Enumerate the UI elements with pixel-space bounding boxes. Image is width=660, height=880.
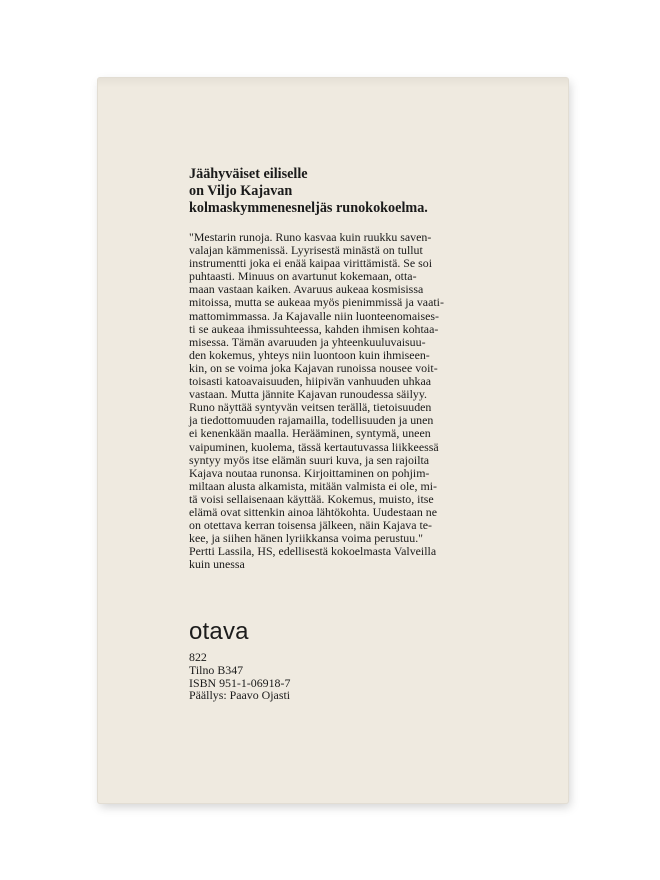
blurb-line: tä voisi sellaisenaan käyttää. Kokemus, muisto, itse xyxy=(189,491,434,506)
blurb-line: instrumentti joka ei enää kaipaa virittämistä. Se soi xyxy=(189,256,433,271)
cover-heading xyxy=(189,166,454,217)
isbn: ISBN 951-1-06918-7 xyxy=(189,675,291,690)
blurb-line: toisasti katoavaisuuden, hiipivän vanhuuden uhkaa xyxy=(189,374,432,389)
blurb-line: vastaan. Mutta jännite Kajavan runoudessa säilyy. xyxy=(189,387,427,402)
blurb-line: "Mestarin runoja. Runo kasvaa kuin ruukku saven- xyxy=(189,230,432,244)
blurb-line: valajan kämmenissä. Lyyrisestä minästä on tullut xyxy=(189,243,423,258)
otava-logo: otava xyxy=(189,618,249,645)
blurb-line: elämä ovat sittenkin ainoa lähtökohta. Uudestaan ne xyxy=(189,504,437,519)
blurb-line: syntyy myös itse elämän suuri kuva, ja sen rajoilta xyxy=(189,452,430,467)
blurb-attribution: Pertti Lassila, HS, edellisestä kokoelmasta Valveilla xyxy=(189,544,437,559)
blurb-line: kee, ja siihen hänen lyriikkansa voima perustuu." xyxy=(189,531,424,546)
text-column xyxy=(189,166,454,571)
blurb-attribution: kuin unessa xyxy=(189,557,245,572)
blurb-line: ei kenenkään maalla. Herääminen, syntymä, uneen xyxy=(189,426,431,441)
review-blurb xyxy=(189,231,454,571)
blurb-line: Kajava noutaa runonsa. Kirjoittaminen on pohjim- xyxy=(189,465,430,480)
blurb-line: on otettava kerran toisensa jälkeen, näin Kajava te- xyxy=(189,518,432,533)
publisher-block xyxy=(189,620,454,702)
blurb-line: vaipuminen, kuolema, tässä kertautuvassa liikkeessä xyxy=(189,439,439,454)
blurb-line: mitoissa, mutta se aukeaa myös pienimmissä ja vaati- xyxy=(189,295,444,310)
blurb-line: mattomimmassa. Ja Kajavalle niin luonteenomaises- xyxy=(189,308,439,323)
blurb-line: den kokemus, yhteys niin luontoon kuin ihmiseen- xyxy=(189,347,430,362)
blurb-line: kin, on se voima joka Kajavan runoissa nousee voit- xyxy=(189,360,438,375)
order-number: Tilno B347 xyxy=(189,662,244,677)
blurb-line: puhtaasti. Minuus on avartunut kokemaan, otta- xyxy=(189,269,417,284)
blurb-line: ja tiedottomuuden rajamailla, todellisuuden ja unen xyxy=(189,413,434,428)
heading-line: kolmaskymmenesneljäs runokokoelma. xyxy=(189,200,428,216)
blurb-line: misessa. Tämän avaruuden ja yhteenkuuluvaisuu- xyxy=(189,334,426,349)
blurb-line: Runo näyttää syntyvän veitsen terällä, tietoisuuden xyxy=(189,400,432,415)
book-metadata xyxy=(189,651,454,702)
book-back-cover xyxy=(98,78,568,803)
blurb-line: miltaan alusta alkamista, mitään valmista ei ole, mi- xyxy=(189,478,437,493)
cover-designer: Päällys: Paavo Ojasti xyxy=(189,688,291,703)
heading-line: Jäähyväiset eiliselle xyxy=(189,166,308,182)
blurb-line: maan vastaan kaiken. Avaruus aukeaa kosmisissa xyxy=(189,282,424,297)
series-number: 822 xyxy=(189,650,207,664)
heading-line: on Viljo Kajavan xyxy=(189,183,293,199)
blurb-line: ti se aukeaa ihmissuhteessa, kahden ihmisen kohtaa- xyxy=(189,321,439,336)
